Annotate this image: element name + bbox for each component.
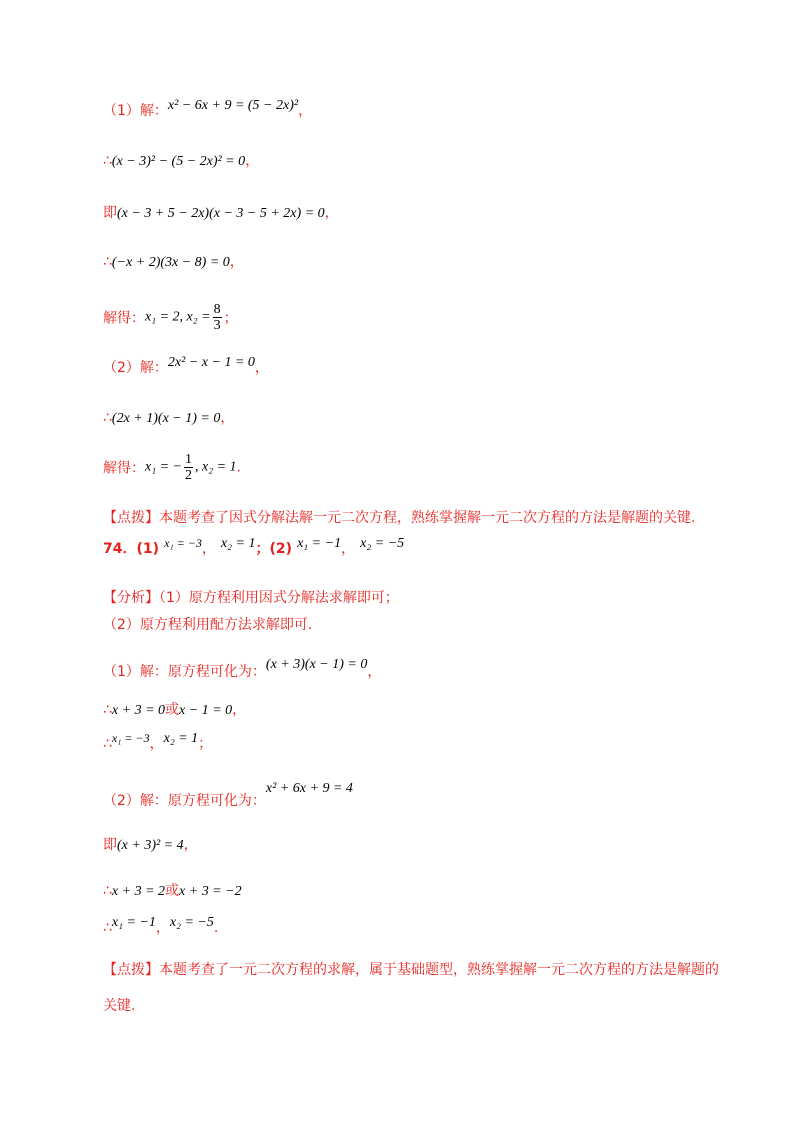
solution-1-result: [103, 302, 238, 333]
fraction: [213, 302, 222, 333]
label: （2）解：: [103, 360, 168, 376]
equation-2: x − 1 = 0: [179, 703, 233, 718]
therefore-symbol: ∴: [103, 702, 112, 718]
equation: 2x² − x − 1 = 0: [167, 355, 255, 370]
punct: ，: [232, 702, 247, 718]
equation-part-2: , x₂ = 1: [194, 459, 237, 475]
label: 解得：: [103, 460, 145, 477]
equation-1: x + 3 = 2: [111, 884, 166, 899]
or-word: 或: [165, 883, 180, 899]
therefore-symbol: ∴: [103, 920, 112, 936]
label: 解得：: [103, 310, 145, 327]
therefore-symbol: ∴: [103, 883, 112, 899]
solution-74-2-line-4: [103, 917, 218, 937]
analysis-line-1: 【分析】（1）原方程利用因式分解法求解即可；: [103, 590, 399, 606]
denominator: 3: [213, 318, 221, 333]
solution-2-result: [103, 452, 241, 483]
fraction: [184, 452, 193, 483]
therefore-symbol: ∴: [103, 153, 112, 169]
solution-74-1-line-3: [103, 733, 212, 753]
solution-74-2-line-3: [103, 880, 242, 900]
punct: ；: [223, 310, 238, 327]
answer-2-x2: x₂ = −5: [360, 536, 405, 551]
solution-74-2-line-1: [103, 781, 353, 809]
answer-74: [103, 538, 404, 558]
solution-1-line-1: [103, 100, 312, 120]
equation-2: x + 3 = −2: [179, 884, 242, 899]
equation-2: x₂ = −5: [169, 915, 214, 930]
equation: (x − 3 + 5 − 2x)(x − 3 − 5 + 2x) = 0: [117, 206, 325, 221]
prefix: 即: [103, 837, 117, 853]
punct: ，: [183, 837, 198, 853]
therefore-symbol: ∴: [103, 736, 112, 752]
equation-2: x₂ = 1: [163, 731, 199, 746]
solution-1-line-4: [103, 251, 244, 271]
equation: (−x + 2)(3x − 8) = 0: [111, 255, 230, 270]
equation-part-1: x₁ = −: [145, 459, 182, 475]
equation: (x + 3)² = 4: [117, 838, 184, 853]
punct: ，: [341, 541, 356, 557]
punct: ，: [245, 153, 260, 169]
punct: ；(2): [255, 541, 292, 557]
prefix: 即: [103, 205, 117, 221]
equation: x² − 6x + 9 = (5 − 2x)²: [167, 98, 299, 113]
punct: ，: [324, 205, 339, 221]
punct: ，: [367, 664, 382, 680]
punct: ，: [155, 920, 170, 936]
denominator: 2: [184, 468, 192, 483]
answer-1-x2: x₂ = 1: [220, 536, 256, 551]
label: （2）解：原方程可化为：: [103, 793, 266, 809]
punct: ，: [229, 254, 244, 270]
punct: .: [236, 459, 241, 476]
solution-2-line-1: [103, 357, 269, 377]
answer-2-x1: x₁ = −1: [297, 536, 342, 551]
equation-1: x₁ = −1: [111, 915, 156, 930]
equation: x₁ = 2, x₂ =: [145, 309, 211, 325]
or-word: 或: [165, 702, 180, 718]
solution-1-line-2: [103, 150, 259, 170]
punct: ，: [201, 541, 216, 557]
solution-1-line-3: [103, 202, 339, 222]
question-number: 74．(1): [103, 541, 160, 557]
punct: ，: [254, 360, 269, 376]
tip-note-2-line-2: 关键.: [103, 998, 136, 1014]
punct: ，: [149, 736, 164, 752]
numerator: 8: [213, 302, 221, 317]
tip-note-2-line-1: 【点拨】本题考查了一元二次方程的求解，属于基础题型，熟练掌握解一元二次方程的方法是解题的: [103, 962, 719, 978]
solution-2-line-2: [103, 407, 234, 427]
numerator: 1: [184, 452, 192, 467]
therefore-symbol: ∴: [103, 254, 112, 270]
equation: x² + 6x + 9 = 4: [265, 781, 353, 796]
punct: ，: [298, 103, 313, 119]
tip-note-1: 【点拨】本题考查了因式分解法解一元二次方程，熟练掌握解一元二次方程的方法是解题的关键.: [103, 510, 696, 526]
answer-1-x1: x₁ = −3: [164, 536, 202, 550]
equation-1: x₁ = −3: [111, 731, 150, 745]
punct: ；: [198, 736, 213, 752]
solution-74-1-line-1: [103, 653, 382, 680]
equation: (x + 3)(x − 1) = 0: [265, 657, 368, 672]
label: （1）解：原方程可化为：: [103, 664, 266, 680]
equation: (2x + 1)(x − 1) = 0: [111, 411, 221, 426]
solution-74-2-line-2: [103, 834, 198, 854]
label: （1）解：: [103, 103, 168, 119]
solution-74-1-line-2: [103, 699, 246, 719]
punct: .: [213, 920, 219, 936]
therefore-symbol: ∴: [103, 410, 112, 426]
punct: ，: [220, 410, 235, 426]
equation: (x − 3)² − (5 − 2x)² = 0: [111, 154, 246, 169]
equation-1: x + 3 = 0: [111, 703, 166, 718]
analysis-line-2: （2）原方程利用配方法求解即可.: [103, 617, 313, 633]
